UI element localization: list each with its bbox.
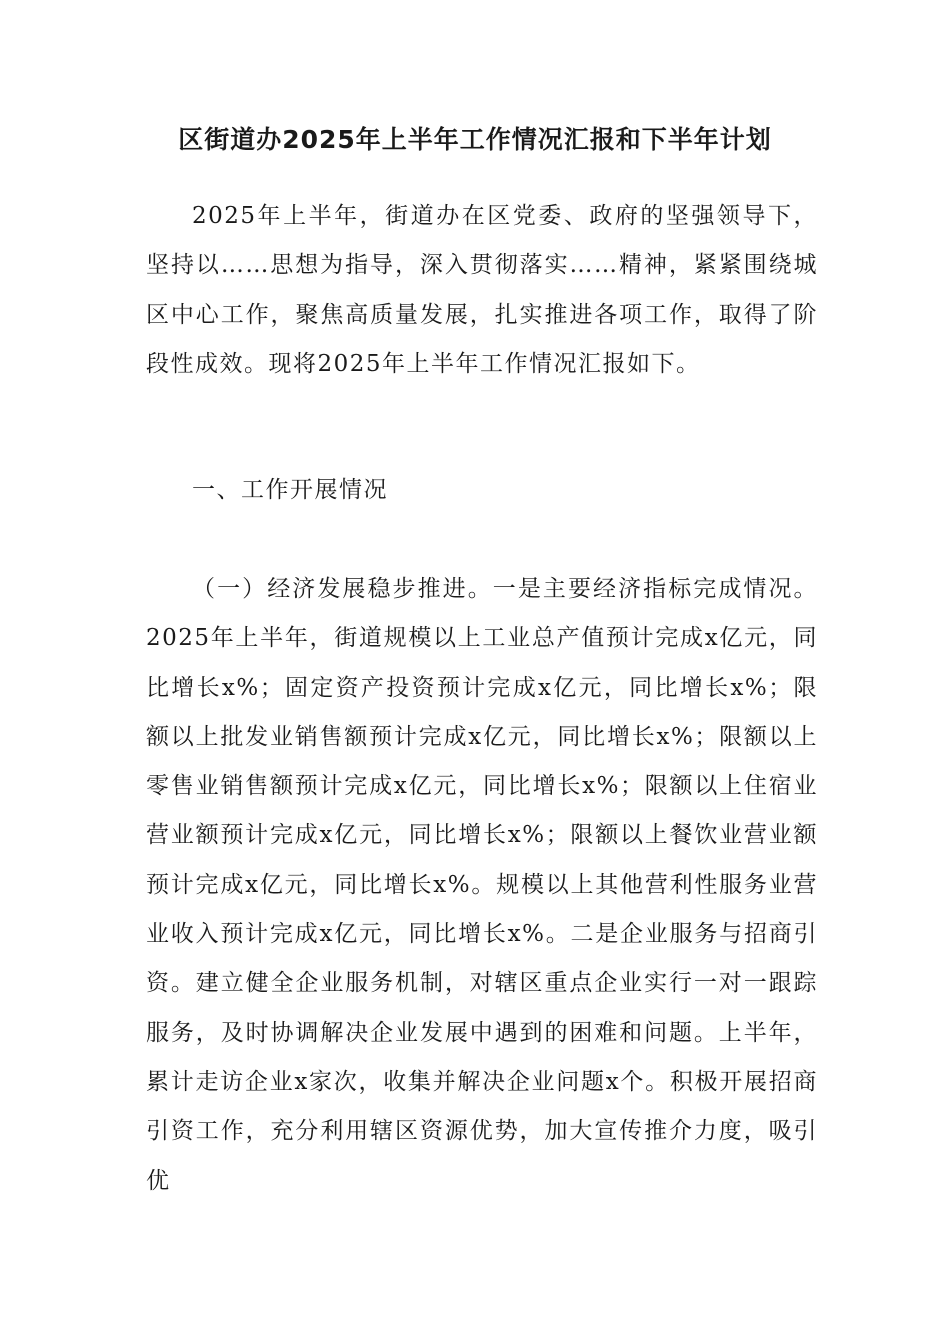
body-paragraph: （一）经济发展稳步推进。一是主要经济指标完成情况。2025年上半年，街道规模以上工业总产值预计完成x亿元，同比增长x%；固定资产投资预计完成x亿元，同比增长x%；限额以上批发业销售额预计完成x亿元，同比增长x%；限额以上零售业销售额预计完成x亿元，同比增长x%；限额以上住宿业营业额预计完成x亿元，同比增长x%；限额以上餐饮业营业额预计完成x亿元，同比增长x%。规模以上其他营利性服务业营业收入预计完成x亿元，同比增长x%。二是企业服务与招商引资。建立健全企业服务机制，对辖区重点企业实行一对一跟踪服务，及时协调解决企业发展中遇到的困难和问题。上半年，累计走访企业x家次，收集并解决企业问题x个。积极开展招商引资工作，充分利用辖区资源优势，加大宣传推介力度，吸引优 — [146, 576, 818, 1194]
intro-paragraph: 2025年上半年，街道办在区党委、政府的坚强领导下，坚持以……思想为指导，深入贯彻落实……精神，紧紧围绕城区中心工作，聚焦高质量发展，扎实推进各项工作，取得了阶段性成效。现将2025年上半年工作情况汇报如下。 — [146, 203, 818, 377]
document-title: 区街道办2025年上半年工作情况汇报和下半年计划 — [178, 125, 772, 154]
section-heading: 一、工作开展情况 — [192, 477, 388, 503]
